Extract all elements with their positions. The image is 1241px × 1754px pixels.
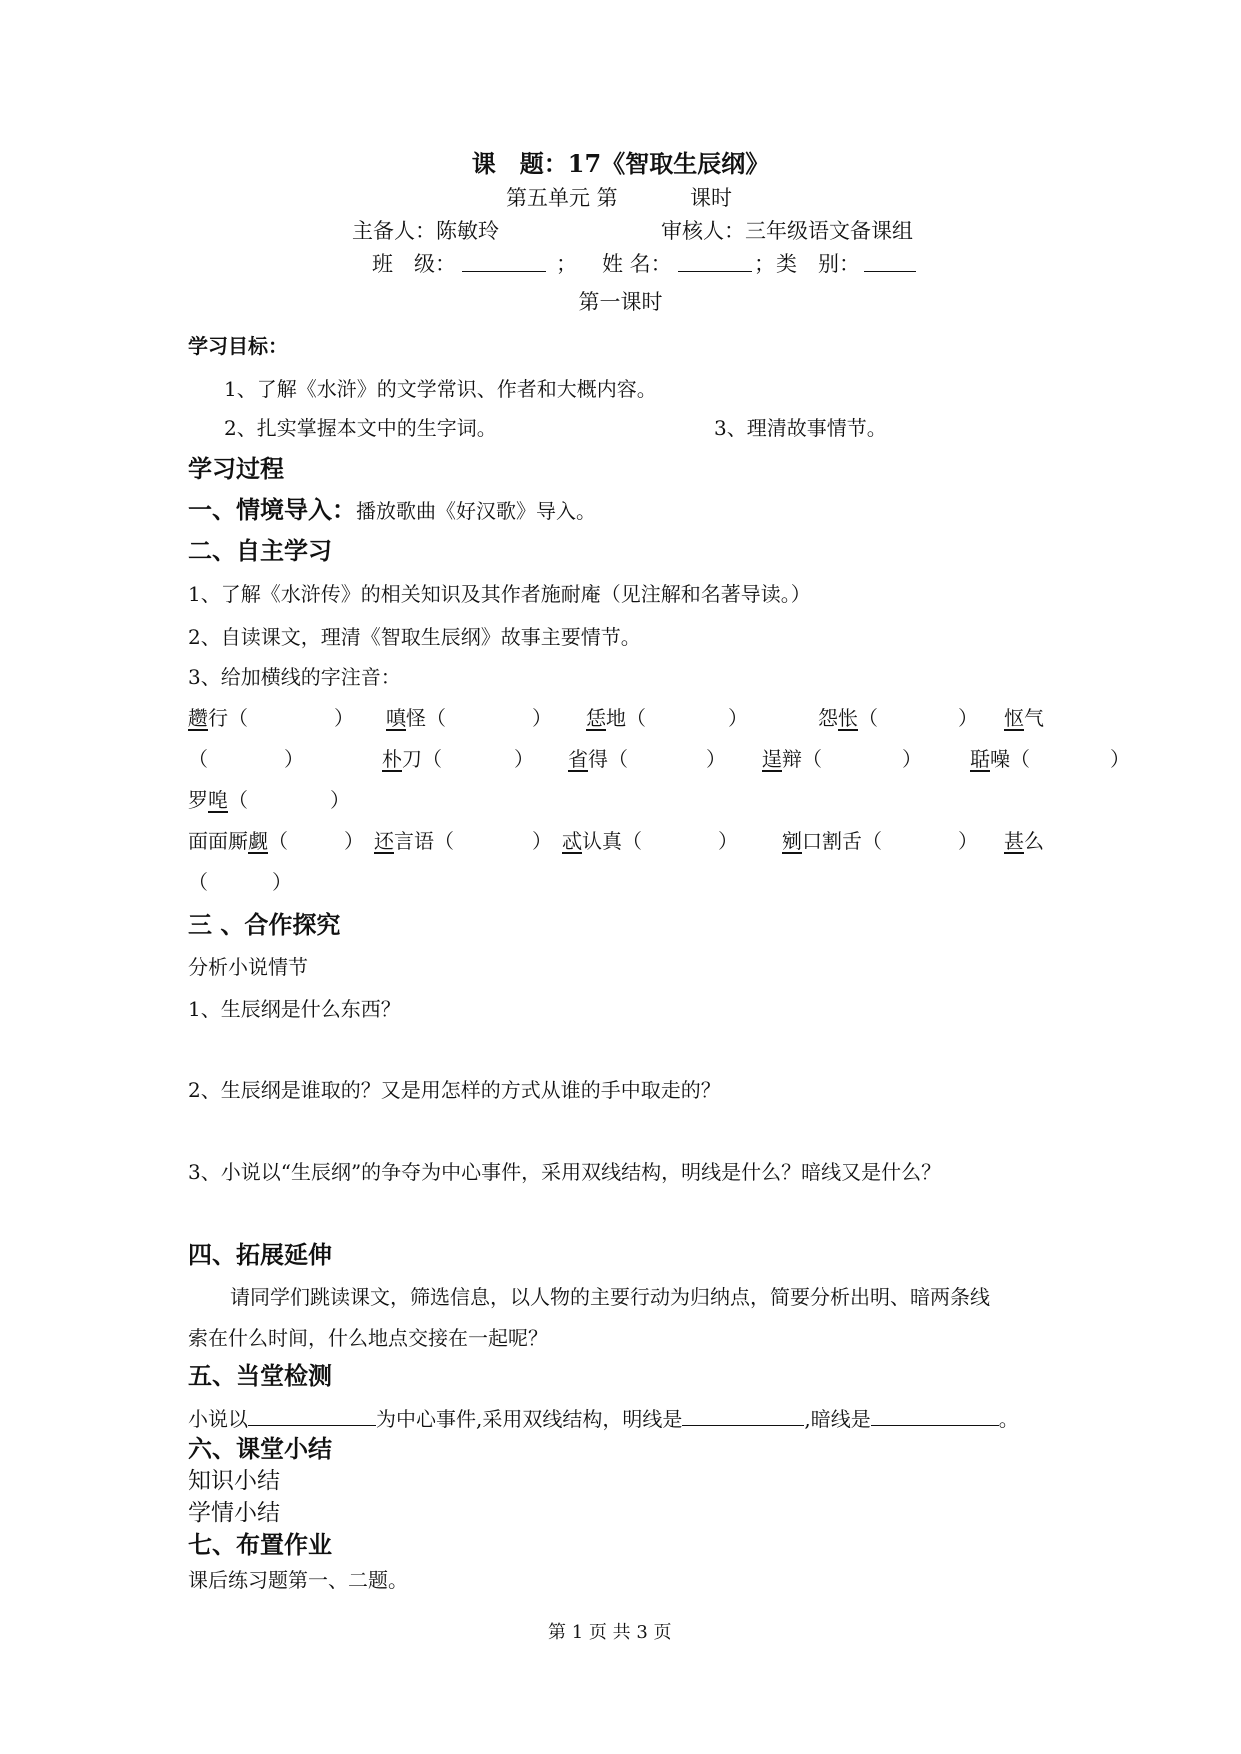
pinyin-close: ）	[330, 788, 350, 812]
pinyin-open: （	[188, 747, 208, 771]
pinyin-entry: 剜口割舌（	[782, 829, 882, 853]
pinyin-close: ）	[902, 747, 922, 771]
class-label: 班 级：	[372, 252, 456, 276]
pinyin-entry: 趱行（	[188, 706, 248, 730]
pinyin-entry: 省得（	[568, 747, 628, 771]
pinyin-entry: 嗔怪（	[386, 706, 446, 730]
section-1-text: 播放歌曲《好汉歌》导入。	[356, 499, 596, 523]
lesson-title: 课 题：17《智取生辰纲》	[471, 149, 770, 178]
process-heading: 学习过程	[188, 455, 284, 483]
section-7-heading: 七、布置作业	[188, 1531, 332, 1559]
section-3-question-3: 3、小说以“生辰纲”的争夺为中心事件，采用双线结构，明线是什么？暗线又是什么？	[188, 1160, 942, 1184]
section-2-item-3: 3、给加横线的字注音：	[188, 665, 401, 689]
section-4-heading: 四、拓展延伸	[188, 1241, 332, 1269]
pinyin-close: ）	[532, 829, 552, 853]
section-2-item-2: 2、自读课文，理清《智取生辰纲》故事主要情节。	[188, 625, 641, 649]
section-3-heading: 三 、合作探究	[188, 911, 341, 939]
pinyin-close: ）	[718, 829, 738, 853]
name-blank[interactable]	[678, 253, 752, 272]
separator-2: ；	[754, 252, 775, 276]
objective-item-2: 2、扎实掌握本文中的生字词。	[224, 416, 497, 440]
pinyin-entry: 聒噪（	[970, 747, 1030, 771]
objectives-heading: 学习目标：	[188, 334, 288, 358]
section-6-heading: 六、课堂小结	[188, 1435, 332, 1463]
hidden-thread-blank[interactable]	[871, 1407, 999, 1426]
separator-1: ；	[556, 252, 577, 276]
section-5-heading: 五、当堂检测	[188, 1362, 332, 1390]
pinyin-entry: 怄气	[1004, 706, 1044, 730]
pinyin-entry: 面面厮觑（	[188, 829, 288, 853]
pinyin-entry: 怨怅（	[818, 706, 878, 730]
center-event-blank[interactable]	[248, 1407, 376, 1426]
period-label: 课时	[690, 186, 732, 210]
section-3-question-1: 1、生辰纲是什么东西？	[188, 997, 401, 1021]
section-2-heading: 二、自主学习	[188, 537, 332, 565]
pinyin-close: ）	[334, 706, 354, 730]
name-label: 姓 名：	[602, 252, 672, 276]
section-1-heading: 一、情境导入：	[188, 496, 356, 524]
preparer-label: 主备人：陈敏玲	[352, 219, 499, 243]
pinyin-close: ）	[514, 747, 534, 771]
section-1-line	[188, 498, 596, 522]
class-blank[interactable]	[462, 253, 546, 272]
objective-item-3: 3、理清故事情节。	[714, 416, 887, 440]
section-6-item-2: 学情小结	[188, 1500, 280, 1526]
section-4-text-2: 索在什么时间，什么地点交接在一起呢？	[188, 1326, 548, 1350]
objective-item-1: 1、了解《水浒》的文学常识、作者和大概内容。	[224, 377, 657, 401]
pinyin-close: ）	[272, 870, 292, 894]
pinyin-entry: 恁地（	[586, 706, 646, 730]
pinyin-entry: 罗唣（	[188, 788, 248, 812]
pinyin-close: ）	[706, 747, 726, 771]
pinyin-close: ）	[284, 747, 304, 771]
pinyin-close: ）	[958, 706, 978, 730]
type-label: 类 别：	[776, 252, 860, 276]
unit-label: 第五单元 第	[506, 186, 618, 210]
pinyin-entry: 逞辩（	[762, 747, 822, 771]
pinyin-close: ）	[532, 706, 552, 730]
lesson-period: 第一课时	[578, 290, 663, 314]
section-6-item-1: 知识小结	[188, 1468, 280, 1494]
section-2-item-1: 1、了解《水浒传》的相关知识及其作者施耐庵（见注解和名著导读。）	[188, 582, 811, 606]
pinyin-close: ）	[958, 829, 978, 853]
pinyin-close: ）	[728, 706, 748, 730]
section-3-subheading: 分析小说情节	[188, 955, 308, 979]
page-number: 第 1 页 共 3 页	[548, 1622, 672, 1643]
section-5-fill-in: 小说以 为中心事件,采用双线结构，明线是 ,暗线是 。	[188, 1407, 1019, 1431]
reviewer-label: 审核人：三年级语文备课组	[661, 219, 913, 243]
section-4-text-1: 请同学们跳读课文，筛选信息，以人物的主要行动为归纳点，简要分析出明、暗两条线	[230, 1285, 990, 1309]
pinyin-close: ）	[344, 829, 364, 853]
pinyin-entry: 朴刀（	[382, 747, 442, 771]
pinyin-entry: 甚么	[1004, 829, 1044, 853]
pinyin-open: （	[188, 870, 208, 894]
pinyin-close: ）	[1110, 747, 1130, 771]
section-3-question-2: 2、生辰纲是谁取的？又是用怎样的方式从谁的手中取走的？	[188, 1078, 721, 1102]
main-thread-blank[interactable]	[682, 1407, 804, 1426]
pinyin-entry: 还言语（	[374, 829, 454, 853]
section-7-text: 课后练习题第一、二题。	[188, 1568, 408, 1592]
pinyin-entry: 忒认真（	[562, 829, 642, 853]
type-blank[interactable]	[864, 253, 916, 272]
